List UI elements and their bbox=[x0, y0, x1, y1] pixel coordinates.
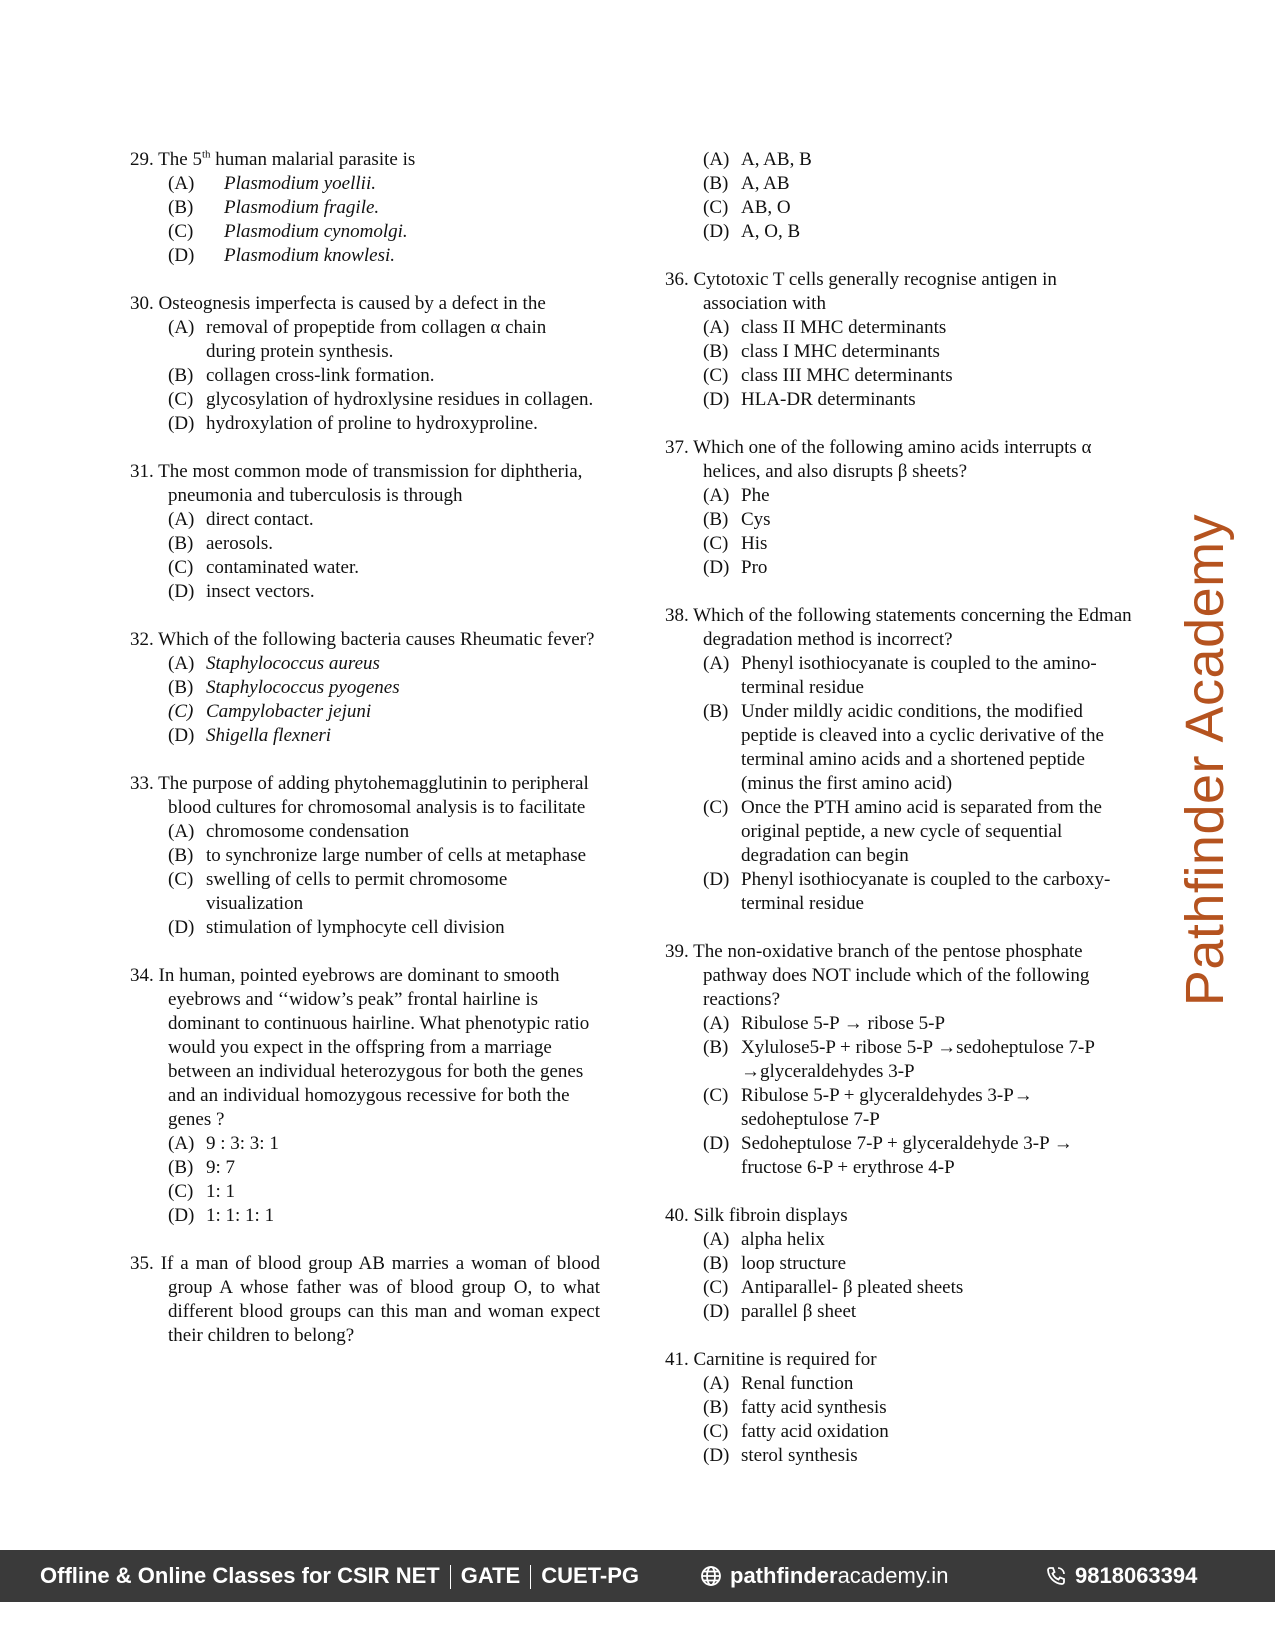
question-stem bbox=[665, 268, 1135, 316]
answer-option bbox=[130, 316, 600, 364]
question-text: Which of the following bacteria causes Rheumatic fever? bbox=[158, 629, 595, 650]
footer-classes bbox=[40, 1563, 639, 1589]
question-text: Which one of the following amino acids interrupts α helices, and also disrupts β sheets? bbox=[693, 437, 1092, 482]
question-text: Cytotoxic T cells generally recognise antigen in association with bbox=[693, 269, 1057, 314]
answer-option bbox=[130, 1204, 600, 1228]
option-text: Plasmodium fragile. bbox=[224, 197, 380, 218]
question-text: If a man of blood group AB marries a woman of blood group A whose father was of blood group O, to what different blood groups can this man and woman expect their children to belong? bbox=[160, 1253, 600, 1346]
answer-option bbox=[665, 1300, 1135, 1324]
answer-option bbox=[665, 1228, 1135, 1252]
option-label: (B) bbox=[168, 365, 194, 386]
option-label: (A) bbox=[168, 1133, 195, 1154]
answer-option bbox=[130, 652, 600, 676]
answer-option bbox=[130, 724, 600, 748]
question-number: 36. bbox=[665, 269, 689, 290]
question-block bbox=[665, 1204, 1135, 1324]
option-label: (D) bbox=[703, 221, 730, 242]
answer-option bbox=[130, 532, 600, 556]
answer-option bbox=[130, 844, 600, 868]
question-text-continued: eyebrows and ‘‘widow’s peak” frontal hairline is dominant to continuous hairline. What phenotypic ratio would you expect in the offspring from a marriage between an individual heterozygous for both the genes and an individual homozygous recessive for both the genes ? bbox=[168, 989, 590, 1130]
question-block bbox=[130, 772, 600, 940]
question-stem bbox=[665, 1204, 1135, 1228]
question-stem bbox=[665, 1348, 1135, 1372]
question-block bbox=[665, 940, 1135, 1180]
option-text: stimulation of lymphocyte cell division bbox=[206, 917, 505, 938]
footer-classes-csir: Offline & Online Classes for CSIR NET bbox=[40, 1562, 440, 1588]
option-label: (D) bbox=[703, 1133, 730, 1154]
question-number: 29. bbox=[130, 149, 154, 170]
answer-option bbox=[665, 172, 1135, 196]
option-label: (A) bbox=[703, 317, 730, 338]
option-text: alpha helix bbox=[741, 1229, 825, 1250]
option-text: Phenyl isothiocyanate is coupled to the carboxy-terminal residue bbox=[741, 869, 1111, 914]
question-stem bbox=[130, 628, 600, 652]
question-block bbox=[665, 268, 1135, 412]
answer-option bbox=[130, 580, 600, 604]
option-label: (A) bbox=[168, 821, 195, 842]
answer-option bbox=[130, 1180, 600, 1204]
answer-option bbox=[665, 364, 1135, 388]
question-superscript: th bbox=[201, 148, 211, 161]
option-label: (B) bbox=[703, 1037, 729, 1058]
answer-option bbox=[130, 868, 600, 916]
question-block bbox=[665, 148, 1135, 244]
option-text: class I MHC determinants bbox=[741, 341, 940, 362]
answer-option bbox=[130, 244, 600, 268]
option-text: class II MHC determinants bbox=[741, 317, 947, 338]
answer-option bbox=[665, 1132, 1135, 1180]
option-label: (C) bbox=[168, 701, 194, 722]
answer-option bbox=[665, 484, 1135, 508]
option-text: Antiparallel- β pleated sheets bbox=[741, 1277, 964, 1298]
question-block bbox=[130, 964, 600, 1228]
option-label: (B) bbox=[168, 197, 194, 218]
question-text: Silk fibroin displays bbox=[693, 1205, 848, 1226]
option-text: Under mildly acidic conditions, the modified peptide is cleaved into a cyclic derivative of the terminal amino acids and a shortened peptide (minus the first amino acid) bbox=[741, 701, 1104, 794]
answer-option bbox=[665, 1444, 1135, 1468]
option-text: Plasmodium cynomolgi. bbox=[224, 221, 408, 242]
option-label: (A) bbox=[703, 653, 730, 674]
website-light: academy.in bbox=[837, 1563, 949, 1588]
option-label: (C) bbox=[703, 197, 729, 218]
option-label: (A) bbox=[168, 509, 195, 530]
option-label: (A) bbox=[703, 149, 730, 170]
question-number: 34. bbox=[130, 965, 154, 986]
question-block bbox=[130, 460, 600, 604]
option-label: (D) bbox=[703, 869, 730, 890]
question-stem bbox=[130, 148, 600, 172]
option-text: collagen cross-link formation. bbox=[206, 365, 435, 386]
question-number: 35. bbox=[130, 1253, 154, 1274]
question-stem bbox=[130, 1252, 600, 1348]
option-label: (B) bbox=[703, 1253, 729, 1274]
answer-option bbox=[130, 1156, 600, 1180]
option-label: (B) bbox=[168, 677, 194, 698]
option-text: 9: 7 bbox=[206, 1157, 236, 1178]
option-text: Ribulose 5-P + glyceraldehydes 3-P→ sedoheptulose 7-P bbox=[741, 1085, 1033, 1130]
question-stem bbox=[130, 964, 600, 988]
option-label: (A) bbox=[703, 1373, 730, 1394]
question-block bbox=[665, 604, 1135, 916]
footer-phone[interactable] bbox=[1045, 1563, 1197, 1589]
option-label: (D) bbox=[703, 389, 730, 410]
footer-classes-gate: GATE bbox=[460, 1562, 521, 1588]
answer-option bbox=[130, 556, 600, 580]
question-number: 31. bbox=[130, 461, 154, 482]
option-text: Cys bbox=[741, 509, 771, 530]
option-text: His bbox=[741, 533, 768, 554]
option-text: Sedoheptulose 7-P + glyceraldehyde 3-P → fructose 6-P + erythrose 4-P bbox=[741, 1133, 1073, 1178]
answer-option bbox=[665, 1012, 1135, 1036]
option-text: Ribulose 5-P → ribose 5-P bbox=[741, 1013, 946, 1034]
answer-option bbox=[665, 1252, 1135, 1276]
answer-option bbox=[130, 412, 600, 436]
answer-option bbox=[665, 1036, 1135, 1084]
option-label: (C) bbox=[703, 365, 729, 386]
question-text: Osteognesis imperfecta is caused by a defect in the bbox=[158, 293, 546, 314]
option-text: Staphylococcus pyogenes bbox=[206, 677, 400, 698]
question-text: Carnitine is required for bbox=[693, 1349, 877, 1370]
option-label: (D) bbox=[168, 413, 195, 434]
option-label: (C) bbox=[703, 533, 729, 554]
question-stem bbox=[665, 436, 1135, 484]
answer-option bbox=[665, 196, 1135, 220]
answer-option bbox=[665, 1372, 1135, 1396]
question-stem bbox=[130, 460, 600, 508]
option-label: (D) bbox=[168, 917, 195, 938]
answer-option bbox=[665, 796, 1135, 868]
answer-option bbox=[130, 220, 600, 244]
option-label: (B) bbox=[168, 533, 194, 554]
option-text: Once the PTH amino acid is separated from the original peptide, a new cycle of sequential degradation can begin bbox=[741, 797, 1102, 866]
option-label: (A) bbox=[168, 653, 195, 674]
answer-option bbox=[665, 556, 1135, 580]
option-text: fatty acid synthesis bbox=[741, 1397, 887, 1418]
option-text: glycosylation of hydroxlysine residues in collagen. bbox=[206, 389, 594, 410]
option-text: hydroxylation of proline to hydroxyproline. bbox=[206, 413, 538, 434]
option-label: (A) bbox=[703, 1229, 730, 1250]
question-stem bbox=[665, 604, 1135, 652]
option-text: Phenyl isothiocyanate is coupled to the amino-terminal residue bbox=[741, 653, 1097, 698]
question-block bbox=[130, 628, 600, 748]
option-text: direct contact. bbox=[206, 509, 314, 530]
question-stem bbox=[130, 292, 600, 316]
question-number: 38. bbox=[665, 605, 689, 626]
option-label: (D) bbox=[703, 557, 730, 578]
question-text: The non-oxidative branch of the pentose phosphate pathway does NOT include which of the following reactions? bbox=[693, 941, 1090, 1010]
question-number: 41. bbox=[665, 1349, 689, 1370]
option-label: (C) bbox=[168, 389, 194, 410]
phone-number: 9818063394 bbox=[1075, 1563, 1198, 1588]
option-label: (C) bbox=[703, 1277, 729, 1298]
option-text: 1: 1: 1: 1 bbox=[206, 1205, 275, 1226]
option-label: (B) bbox=[703, 509, 729, 530]
option-text: Staphylococcus aureus bbox=[206, 653, 380, 674]
answer-option bbox=[130, 1132, 600, 1156]
option-text: class III MHC determinants bbox=[741, 365, 953, 386]
option-label: (C) bbox=[703, 797, 729, 818]
option-text: 9 : 3: 3: 1 bbox=[206, 1133, 279, 1154]
option-text: Renal function bbox=[741, 1373, 854, 1394]
option-text: Shigella flexneri bbox=[206, 725, 332, 746]
option-label: (D) bbox=[168, 245, 195, 266]
question-text: human malarial parasite is bbox=[210, 149, 416, 170]
question-text: Which of the following statements concerning the Edman degradation method is incorrect? bbox=[693, 605, 1132, 650]
option-label: (C) bbox=[168, 221, 194, 242]
option-text: swelling of cells to permit chromosome visualization bbox=[206, 869, 508, 914]
option-text: fatty acid oxidation bbox=[741, 1421, 889, 1442]
answer-option bbox=[665, 700, 1135, 796]
option-text: 1: 1 bbox=[206, 1181, 236, 1202]
question-block bbox=[665, 436, 1135, 580]
option-label: (B) bbox=[703, 701, 729, 722]
answer-option bbox=[665, 868, 1135, 916]
option-label: (C) bbox=[168, 869, 194, 890]
option-text: removal of propeptide from collagen α chain during protein synthesis. bbox=[206, 317, 547, 362]
option-label: (D) bbox=[703, 1301, 730, 1322]
option-label: (A) bbox=[168, 317, 195, 338]
option-text: A, O, B bbox=[741, 221, 801, 242]
answer-option bbox=[665, 340, 1135, 364]
option-label: (D) bbox=[168, 725, 195, 746]
option-label: (D) bbox=[703, 1445, 730, 1466]
option-text: Phe bbox=[741, 485, 770, 506]
question-number: 32. bbox=[130, 629, 154, 650]
question-text: The most common mode of transmission for diphtheria, pneumonia and tuberculosis is through bbox=[158, 461, 583, 506]
answer-option bbox=[130, 172, 600, 196]
right-column bbox=[665, 148, 1135, 1492]
footer-classes-cuet: CUET-PG bbox=[541, 1562, 640, 1588]
option-label: (D) bbox=[168, 581, 195, 602]
option-label: (B) bbox=[168, 1157, 194, 1178]
answer-option bbox=[130, 508, 600, 532]
option-text: HLA-DR determinants bbox=[741, 389, 916, 410]
question-block bbox=[665, 1348, 1135, 1468]
answer-option bbox=[130, 916, 600, 940]
option-label: (C) bbox=[703, 1421, 729, 1442]
answer-option bbox=[665, 652, 1135, 700]
option-text: A, AB, B bbox=[741, 149, 812, 170]
footer-separator bbox=[530, 1565, 531, 1589]
footer-bar bbox=[0, 1550, 1275, 1602]
option-text: Xylulose5-P + ribose 5-P →sedoheptulose 7-P →glyceraldehydes 3-P bbox=[741, 1037, 1095, 1082]
option-label: (B) bbox=[703, 1397, 729, 1418]
option-label: (D) bbox=[168, 1205, 195, 1226]
answer-option bbox=[665, 1276, 1135, 1300]
option-label: (C) bbox=[703, 1085, 729, 1106]
option-text: aerosols. bbox=[206, 533, 274, 554]
option-label: (C) bbox=[168, 1181, 194, 1202]
answer-option bbox=[665, 532, 1135, 556]
answer-option bbox=[130, 364, 600, 388]
answer-option bbox=[130, 676, 600, 700]
option-label: (A) bbox=[168, 173, 195, 194]
answer-option bbox=[665, 388, 1135, 412]
option-text: insect vectors. bbox=[206, 581, 315, 602]
answer-option bbox=[130, 388, 600, 412]
answer-option bbox=[665, 220, 1135, 244]
question-text: The purpose of adding phytohemagglutinin to peripheral blood cultures for chromosomal analysis is to facilitate bbox=[158, 773, 589, 818]
option-text: parallel β sheet bbox=[741, 1301, 857, 1322]
option-text: sterol synthesis bbox=[741, 1445, 858, 1466]
question-text: In human, pointed eyebrows are dominant to smooth bbox=[158, 965, 560, 986]
globe-icon bbox=[700, 1565, 722, 1587]
question-number: 33. bbox=[130, 773, 154, 794]
option-label: (B) bbox=[703, 173, 729, 194]
option-label: (A) bbox=[703, 1013, 730, 1034]
option-text: contaminated water. bbox=[206, 557, 359, 578]
footer-separator bbox=[450, 1565, 451, 1589]
footer-website[interactable] bbox=[700, 1563, 948, 1589]
phone-icon bbox=[1045, 1565, 1067, 1587]
answer-option bbox=[130, 196, 600, 220]
answer-option bbox=[665, 1420, 1135, 1444]
option-text: chromosome condensation bbox=[206, 821, 410, 842]
option-text: loop structure bbox=[741, 1253, 847, 1274]
option-text: AB, O bbox=[741, 197, 791, 218]
answer-option bbox=[130, 700, 600, 724]
question-number: 40. bbox=[665, 1205, 689, 1226]
question-text: The 5 bbox=[158, 149, 202, 170]
answer-option bbox=[130, 820, 600, 844]
option-text: to synchronize large number of cells at metaphase bbox=[206, 845, 587, 866]
option-label: (C) bbox=[168, 557, 194, 578]
website-bold: pathfinder bbox=[730, 1563, 838, 1588]
question-stem bbox=[130, 772, 600, 820]
question-block bbox=[130, 292, 600, 436]
watermark-text: Pathfinder Academy bbox=[1175, 513, 1235, 1007]
question-number: 37. bbox=[665, 437, 689, 458]
option-text: Plasmodium yoellii. bbox=[224, 173, 376, 194]
question-block bbox=[130, 148, 600, 268]
option-text: Pro bbox=[741, 557, 768, 578]
option-label: (B) bbox=[168, 845, 194, 866]
option-label: (A) bbox=[703, 485, 730, 506]
question-block bbox=[130, 1252, 600, 1348]
answer-option bbox=[665, 508, 1135, 532]
left-column bbox=[130, 148, 600, 1372]
option-text: Plasmodium knowlesi. bbox=[224, 245, 395, 266]
answer-option bbox=[665, 316, 1135, 340]
question-stem bbox=[665, 940, 1135, 1012]
question-number: 39. bbox=[665, 941, 689, 962]
question-number: 30. bbox=[130, 293, 154, 314]
answer-option bbox=[665, 1084, 1135, 1132]
answer-option bbox=[665, 148, 1135, 172]
option-text: Campylobacter jejuni bbox=[206, 701, 372, 722]
option-text: A, AB bbox=[741, 173, 790, 194]
answer-option bbox=[665, 1396, 1135, 1420]
option-label: (B) bbox=[703, 341, 729, 362]
